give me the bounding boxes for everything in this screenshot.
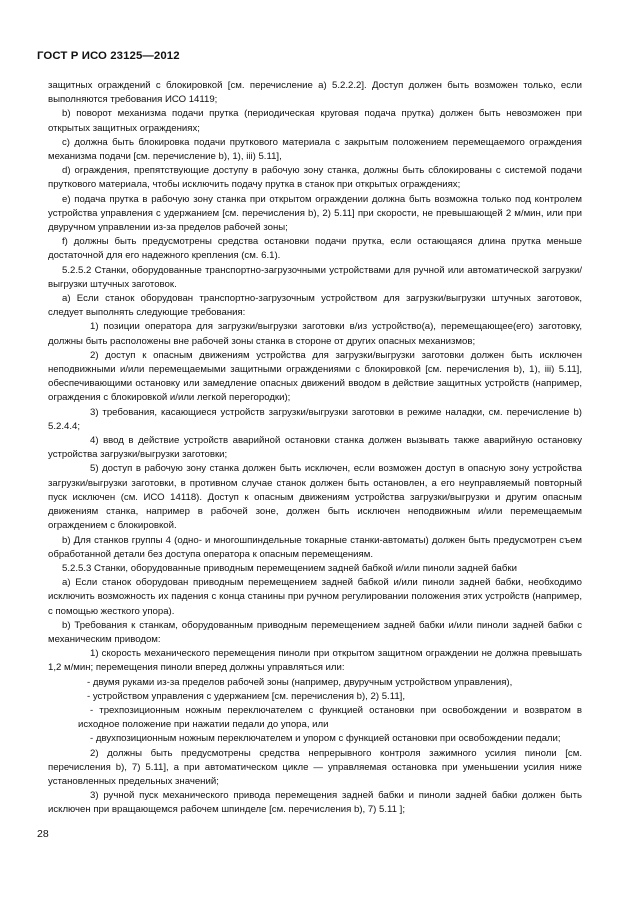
paragraph: f) должны быть предусмотрены средства остановки подачи прутка, если остающаяся длина прутка меньше достаточной для его надежного крепления (см. 6.1). — [48, 236, 582, 262]
body-text — [48, 79, 582, 818]
paragraph: а) Если станок оборудован транспортно-загрузочным устройством для загрузки/выгрузки штучных заготовок, следует выполнять следующие требования: — [48, 293, 582, 319]
paragraph: c) должна быть блокировка подачи пруткового материала с закрытым положением перемещаемого ограждения механизма подачи [см. перечисление b), 1), iii) 5.11], — [48, 136, 582, 163]
paragraph: 5.2.5.2 Станки, оборудованные транспортно-загрузочными устройствами для ручной или автоматической загрузки/выгрузки штучных заготовок. — [48, 264, 582, 290]
paragraph: b) Требования к станкам, оборудованным приводным перемещением задней бабки и/или пиноли задней бабки с механическим приводом: — [48, 619, 582, 645]
paragraph: - двухпозиционным ножным переключателем и упором с функцией остановки при освобождении педали; — [90, 733, 561, 745]
paragraph: 2) должны быть предусмотрены средства непрерывного контроля зажимного усилия пиноли [см. перечисления b), 7) 5.11], а при автоматическом цикле — управляемая остановка при уменьшении усилия ниже установленных предельных значений; — [48, 747, 582, 787]
paragraph: а) Если станок оборудован приводным перемещением задней бабкой и/или пиноли задней бабки, необходимо исключить возможность их падения с конца станины при ручном регулировании положения этих устройств (например, с помощью жесткого упора). — [48, 577, 582, 617]
page-number: 28 — [37, 828, 49, 840]
paragraph: 4) ввод в действие устройств аварийной остановки станка должен вызывать также аварийную остановку устройства загрузки/выгрузки заготовки; — [48, 435, 582, 461]
paragraph: 5.2.5.3 Станки, оборудованные приводным перемещением задней бабкой и/или пиноли задней бабки — [62, 562, 517, 574]
paragraph: d) ограждения, препятствующие доступу в рабочую зону станка, должны быть сблокированы с системой подачи пруткового материала, чтобы исключить подачу прутка в станок при открытых ограждениях; — [48, 165, 582, 191]
paragraph: 2) доступ к опасным движениям устройства для загрузки/выгрузки заготовки должен быть исключен неподвижными и/или перемещаемыми защитными ограждениями с блокировкой [см. перечисления b), 1), iii) 5.11], обеспечивающими остановку или замедление опасных движений вводом в действие защитных устройств (например, ограждения с блокировкой и/или легкой перегородки); — [48, 349, 582, 404]
paragraph: e) подача прутка в рабочую зону станка при открытом ограждении должна быть возможна только под контролем устройства управления с удержанием [см. перечисления b), 2) 5.11] при скорости, не превышающей 2 м/мин, или при двуручном управлении из-за пределов рабочей зоны; — [48, 193, 582, 234]
paragraph: 3) ручной пуск механического привода перемещения задней бабки и пиноли задней бабки должен быть исключен при вращающемся рабочем шпинделе [см. перечисления b), 7) 5.11 ]; — [48, 790, 582, 816]
paragraph: - двумя руками из-за пределов рабочей зоны (например, двуручным устройством управления), — [87, 676, 513, 688]
paragraph: - трехпозиционным ножным переключателем с функцией остановки при освобождении и возвратом в исходное положение при нажатии педали до упора, или — [78, 704, 582, 731]
paragraph: b) поворот механизма подачи прутка (периодическая круговая подача прутка) должен быть невозможен при открытых защитных ограждениях; — [48, 108, 582, 134]
paragraph: b) Для станков группы 4 (одно- и многошпиндельные токарные станки-автоматы) должен быть предусмотрен съем обработанной детали без доступа оператора к опасным перемещениям. — [48, 534, 582, 560]
paragraph: 3) требования, касающиеся устройств загрузки/выгрузки заготовки в режиме наладки, см. перечисление b) 5.2.4.4; — [48, 406, 582, 432]
paragraph: защитных ограждений с блокировкой [см. перечисление а) 5.2.2.2]. Доступ должен быть возможен только, если выполняются требования ИСО 14119; — [48, 80, 582, 106]
paragraph: 1) скорость механического перемещения пиноли при открытом защитном ограждении не должна превышать 1,2 м/мин; перемещения пиноли вперед должны управляться или: — [48, 648, 582, 674]
paragraph: 1) позиции оператора для загрузки/выгрузки заготовки в/из устройство(а), перемещающее(его) заготовку, должны быть расположены вне рабочей зоны станка в стороне от других опасных механизмов; — [48, 321, 582, 347]
standard-title: ГОСТ Р ИСО 23125—2012 — [37, 50, 180, 62]
paragraph: 5) доступ в рабочую зону станка должен быть исключен, если возможен доступ в опасную зону устройства загрузки/выгрузки заготовки, в противном случае станок должен быть остановлен, а его неуправляемый повторный пуск исключен (см. ИСО 14118). Доступ к опасным движениям устройства загрузки/выгрузки и другим опасным движениям станка, например в рабочей зоне, должен быть исключен неподвижным и/или перемещаемым ограждением с блокировкой. — [48, 463, 582, 532]
paragraph: - устройством управления с удержанием [см. перечисления b), 2) 5.11], — [87, 690, 405, 702]
